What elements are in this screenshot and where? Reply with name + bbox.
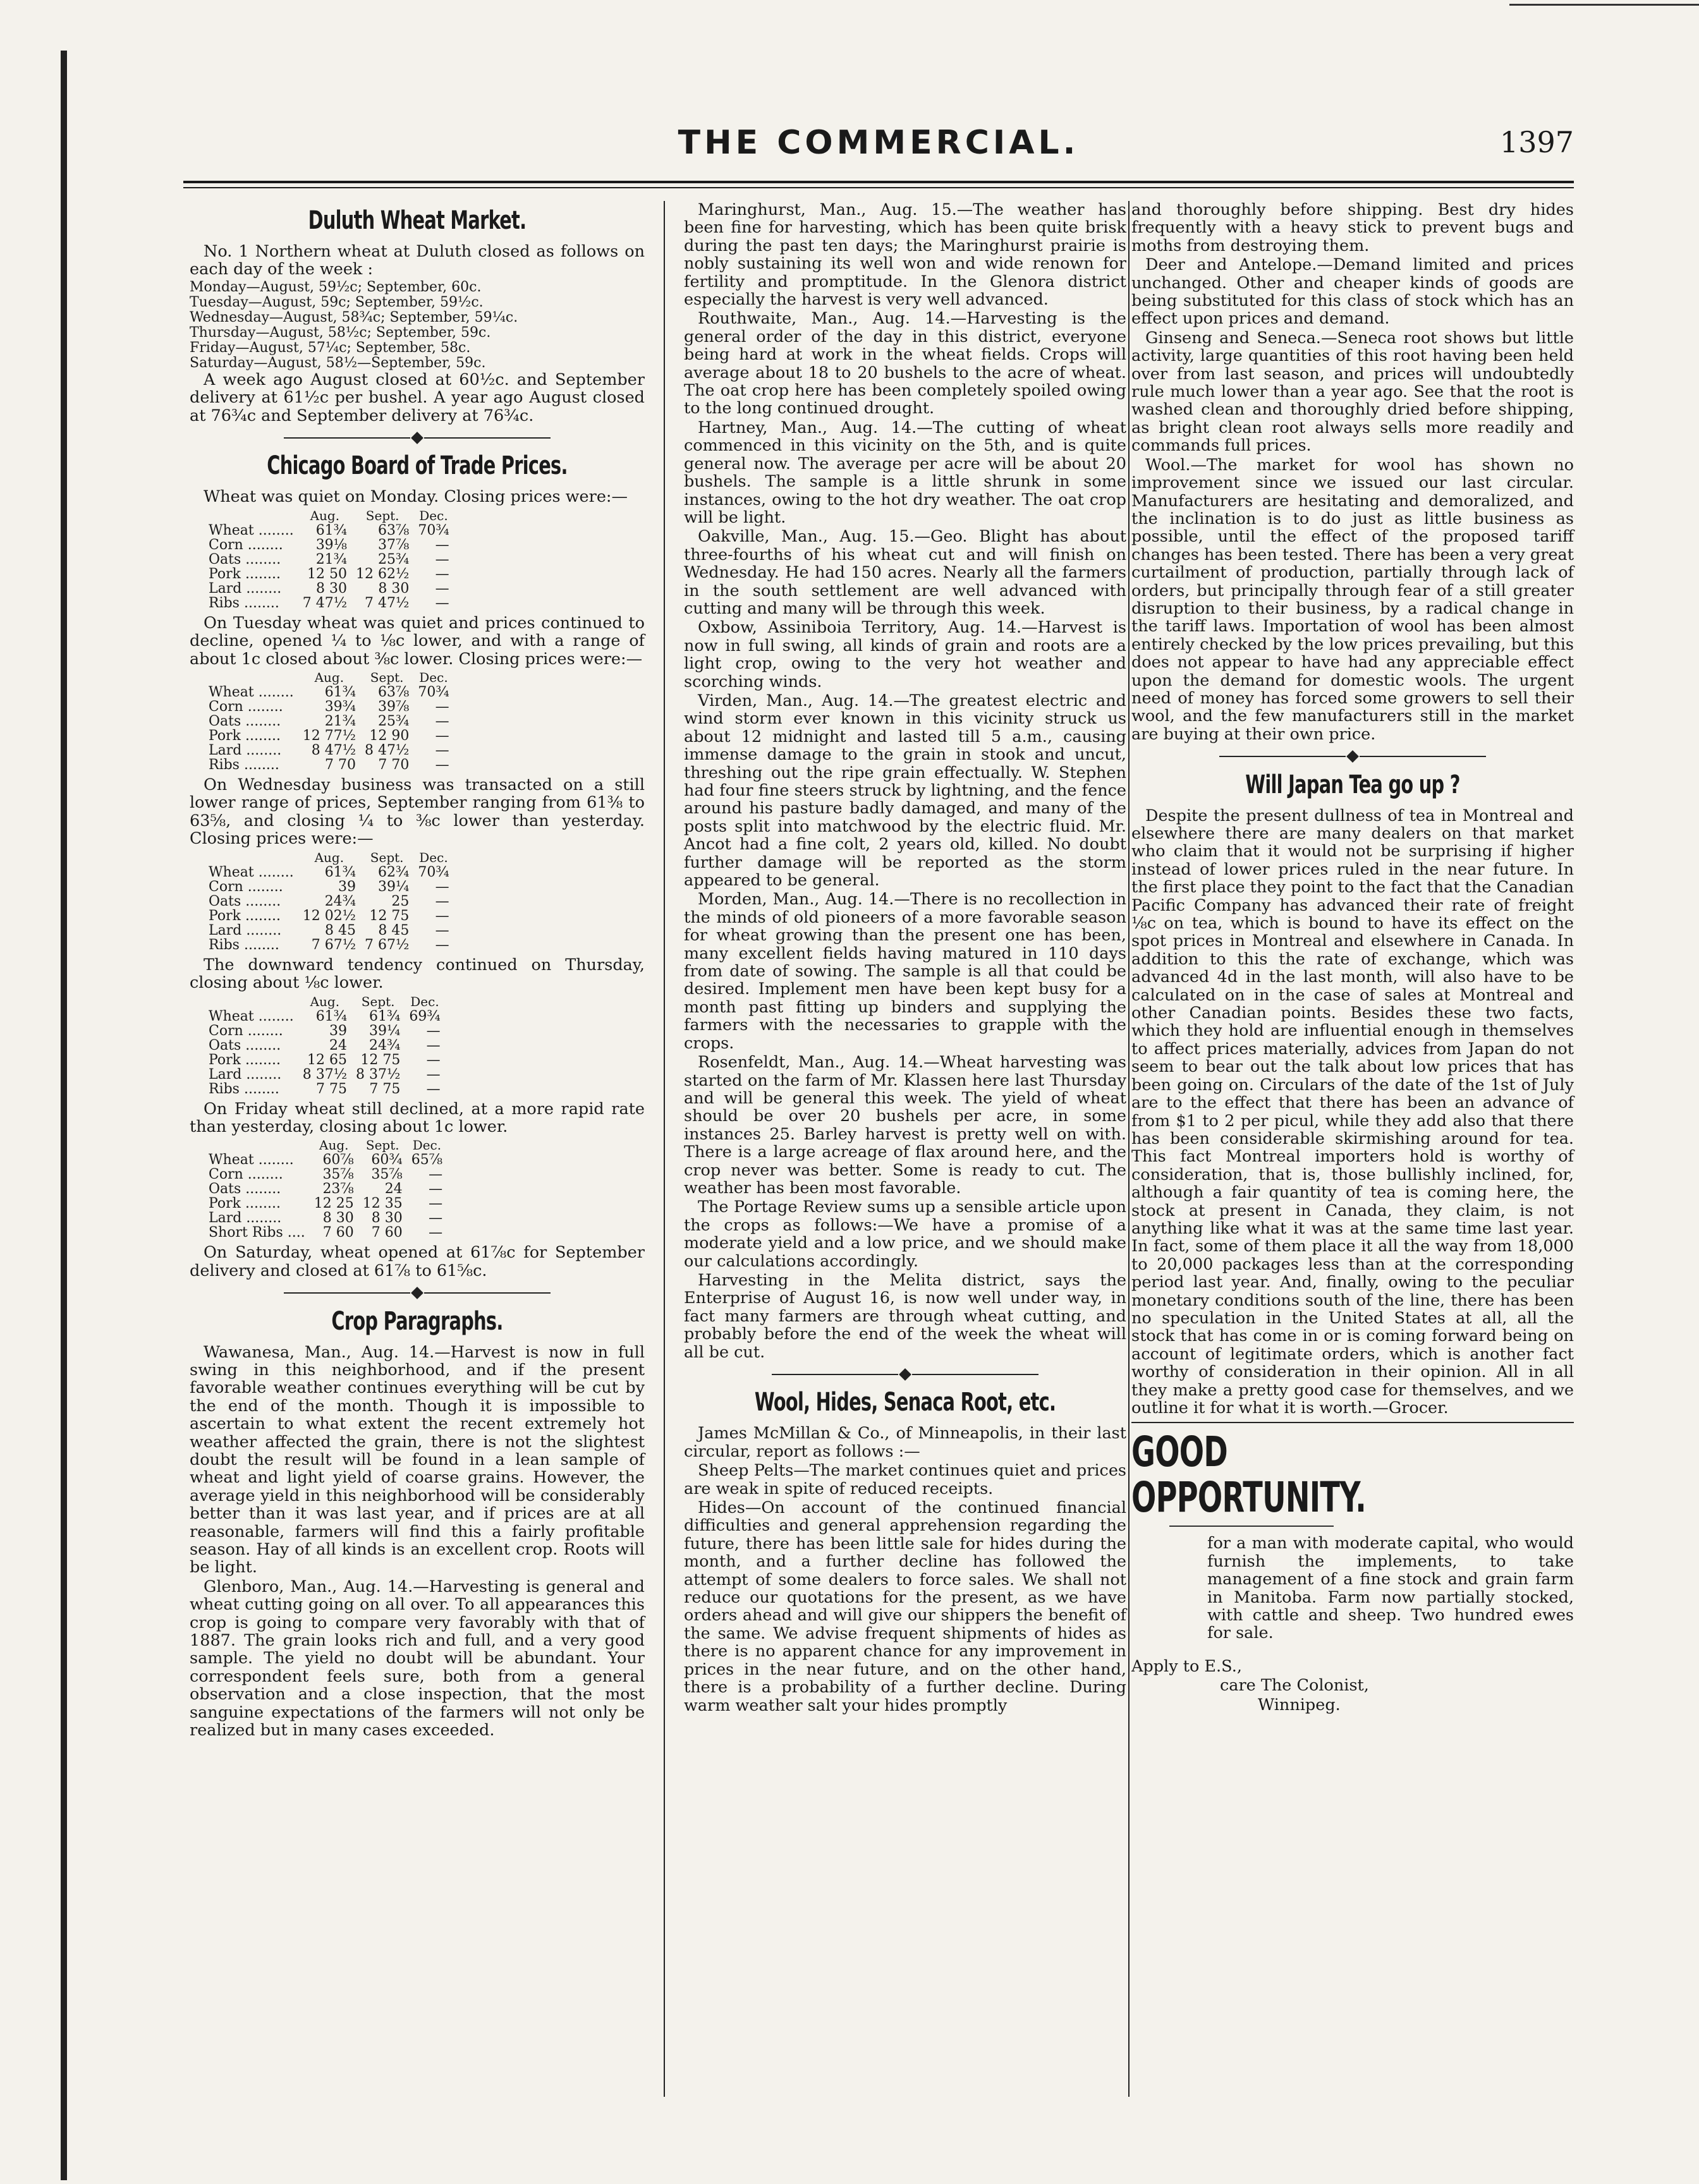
price-cell: 63⅞: [378, 684, 410, 701]
price-cell: 7 70: [325, 757, 356, 774]
price-row: [209, 1009, 449, 1024]
price-cell: 8 30: [316, 580, 348, 597]
newspaper-title: THE COMMERCIAL.: [678, 124, 1080, 162]
price-column-header: Aug.: [319, 1138, 349, 1153]
commodity-label: Wheat ........: [209, 1152, 294, 1168]
duluth-day: Monday—August, 59½c; September, 60c.: [190, 279, 482, 295]
masthead: [183, 124, 1574, 162]
commodity-label: Ribs ........: [209, 1081, 279, 1097]
price-table-wednesday: [209, 851, 458, 952]
price-column-header: Dec.: [412, 1138, 442, 1153]
wool-paragraph: Wool.—The market for wool has shown no improvement since we issued our last circular. Manufacturers are hesitating and demoralized, and the inclination is to do just as little business as possible, until the effect of the proposed tariff changes has been tested. There has been a very great curtailment of production, partially through lack of orders, but principally through fear of a still greater disruption to their business, by a radical change in the tariff laws. Importation of wool has been almost entirely checked by the low prices prevailing, but this does not appear to have had any appreciable effect upon the demand for domestic wools. The urgent need of money has forced some growers to sell their wool, and the few manufacturers still in the market are buying at their own price.: [1131, 455, 1574, 744]
price-column-header: Dec.: [410, 993, 439, 1009]
price-row: [209, 880, 458, 894]
chicago-friday-text: On Friday wheat still declined, at a more rapid rate than yesterday, closing about 1c lower.: [190, 1099, 645, 1136]
price-cell: 25: [391, 893, 410, 909]
price-column-header: Dec.: [419, 670, 448, 686]
price-cell: 7 47½: [365, 595, 410, 611]
price-cell: 25¾: [378, 551, 410, 567]
separator: [1131, 747, 1574, 765]
duluth-heading: Duluth Wheat Market.: [308, 206, 527, 235]
price-cell: —: [435, 893, 449, 909]
price-cell: —: [435, 757, 449, 774]
commodity-label: Oats ........: [209, 551, 281, 567]
commodity-label: Pork ........: [209, 907, 281, 924]
price-row: [209, 523, 458, 538]
crop-paragraph: The Portage Review sums up a sensible article upon the crops as follows:—We have a promise of a moderate yield and a low price, and we should make our calculations accordingly.: [684, 1198, 1126, 1271]
price-cell: 12 02½: [302, 907, 356, 924]
commodity-label: Lard ........: [209, 580, 282, 597]
commodity-label: Wheat ........: [209, 1008, 294, 1024]
commodity-label: Wheat ........: [209, 684, 294, 701]
price-table-thursday: [209, 995, 449, 1096]
price-row: [209, 1067, 449, 1082]
price-row: [209, 700, 458, 714]
price-cell: 35⅞: [322, 1167, 354, 1183]
price-column-header: Sept.: [370, 849, 404, 865]
price-cell: 12 35: [362, 1196, 403, 1212]
commodity-label: Lard ........: [209, 1066, 282, 1083]
price-row: [209, 1225, 451, 1240]
price-cell: —: [426, 1037, 441, 1053]
price-cell: 60¾: [371, 1152, 403, 1168]
ad-care-of: care The Colonist,: [1220, 1676, 1369, 1696]
price-cell: —: [435, 551, 449, 567]
chicago-thursday-text: The downward tendency continued on Thursday, closing about ⅛c lower.: [190, 955, 645, 993]
price-cell: 39: [329, 1022, 348, 1039]
commodity-label: Oats ........: [209, 1037, 281, 1053]
duluth-day-list: [190, 280, 645, 371]
duluth-day: Saturday—August, 58½—September, 59c.: [190, 355, 486, 371]
price-cell: 7 75: [316, 1081, 348, 1097]
price-cell: 8 47½: [311, 743, 356, 759]
price-table-tuesday: [209, 670, 458, 772]
price-cell: 21¾: [324, 713, 356, 730]
price-row: [209, 743, 458, 758]
price-cell: 7 67½: [311, 937, 356, 953]
masthead-rule-thin: [183, 187, 1574, 188]
price-cell: —: [435, 728, 449, 744]
price-cell: 12 75: [360, 1052, 401, 1068]
price-cell: 12 65: [307, 1052, 348, 1068]
corner-rule: [1509, 4, 1699, 6]
price-cell: —: [435, 566, 449, 582]
duluth-day: Tuesday—August, 59c; September, 59½c.: [190, 294, 484, 310]
duluth-day: Thursday—August, 58½c; September, 59c.: [190, 324, 491, 341]
wool-paragraph: Sheep Pelts—The market continues quiet and prices are weak in spite of reduced receipts.: [684, 1461, 1126, 1498]
price-row: [209, 758, 458, 772]
price-cell: —: [426, 1066, 441, 1083]
price-row: [209, 714, 458, 729]
price-table-friday: [209, 1138, 451, 1240]
price-row: [209, 1167, 451, 1182]
price-cell: 8 45: [325, 922, 356, 938]
price-column-header: Aug.: [310, 507, 340, 523]
commodity-label: Pork ........: [209, 1052, 281, 1068]
crop-paragraph: Maringhurst, Man., Aug. 15.—The weather has been fine for harvesting, which has been quite brisk during the past ten days; the Maringhurst prairie is nobly sustaining its well won and wide renown for fertility and promptitude. In the Glenora district especially the harvest is very well advanced.: [684, 200, 1126, 310]
commodity-label: Pork ........: [209, 566, 281, 582]
commodity-label: Ribs ........: [209, 937, 279, 953]
price-column-header: Aug.: [310, 993, 340, 1009]
crop-paragraph: Wawanesa, Man., Aug. 14.—Harvest is now in full swing in this neighborhood, and if the present favorable weather continues everything will be cut by the end of the month. Though it is impossible to ascertain to what extent the recent extremely hot weather affected the grain, there is not the slightest doubt the result will be found in a lean sample of wheat and light yield of coarse grains. However, the average yield in this neighborhood will be considerably better than it was last year, and if prices are at all reasonable, farmers will find this a fairly profitable season. Hay of all kinds is an excellent crop. Roots will be light.: [190, 1342, 645, 1577]
price-cell: 8 30: [371, 1210, 403, 1227]
chicago-heading: Chicago Board of Trade Prices.: [267, 451, 568, 481]
price-cell: 70¾: [418, 522, 449, 538]
price-cell: 60⅞: [322, 1152, 354, 1168]
price-cell: 39¼: [378, 878, 410, 895]
price-cell: 39¼: [369, 1022, 401, 1039]
price-column-header: Aug.: [314, 849, 344, 865]
price-cell: 8 37½: [302, 1066, 348, 1083]
masthead-rule-thick: [183, 181, 1574, 183]
price-cell: —: [435, 878, 449, 895]
price-cell: 61¾: [315, 1008, 348, 1024]
wool-paragraph: James McMillan & Co., of Minneapolis, in their last circular, report as follows :—: [684, 1424, 1126, 1461]
ad-underline: [1169, 1526, 1334, 1527]
chicago-wednesday-text: On Wednesday business was transacted on a still lower range of prices, September ranging from 61⅜ to 63⅝, and closing ¼ to ⅜c lower than yesterday. Closing prices were:—: [190, 775, 645, 849]
price-cell: 24¾: [369, 1037, 401, 1053]
price-row: [209, 567, 458, 581]
crop-paragraph: Rosenfeldt, Man., Aug. 14.—Wheat harvesting was started on the farm of Mr. Klassen here last Thursday and will be general this week. The yield of wheat should be over 20 bushels per acre, in some instances 25. Barley harvest is pretty well on with. There is a large acreage of flax around here, and the crop never was better. Some is ready to cut. The weather has been most favorable.: [684, 1053, 1126, 1198]
price-cell: 61¾: [315, 522, 348, 538]
commodity-label: Wheat ........: [209, 522, 294, 538]
price-cell: —: [429, 1167, 443, 1183]
price-cell: 70¾: [418, 684, 449, 701]
price-cell: 7 70: [378, 757, 410, 774]
separator: [190, 428, 645, 446]
commodity-label: Lard ........: [209, 922, 282, 938]
price-row: [209, 1153, 451, 1167]
price-cell: 7 60: [322, 1225, 354, 1241]
crop-paragraph: Routhwaite, Man., Aug. 14.—Harvesting is the general order of the day in this district, everyone being hard at work in the wheat fields. Crops will average about 18 to 20 bushels to the acre of wheat. The oat crop here has been completely spoiled owing to the long continued drought.: [684, 309, 1126, 418]
wool-paragraph: Deer and Antelope.—Demand limited and prices unchanged. Other and cheaper kinds of goods are being substituted for this class of stock which has an effect upon prices and demand.: [1131, 255, 1574, 329]
price-column-header: Sept.: [365, 1138, 399, 1153]
price-cell: 21¾: [315, 551, 348, 567]
ad-text: for a man with moderate capital, who would furnish the implements, to take management of a fine stock and grain farm in Manitoba. Farm now partially stocked, with cattle and sheep. Two hundred ewes for sale.: [1207, 1534, 1574, 1643]
price-row: [209, 729, 458, 743]
commodity-label: Corn ........: [209, 699, 283, 715]
price-cell: 39¾: [324, 699, 356, 715]
price-cell: 8 37½: [356, 1066, 401, 1083]
price-row: [209, 685, 458, 700]
ad-apply: Apply to E.S.,: [1131, 1656, 1242, 1676]
japan-tea-paragraph: Despite the present dullness of tea in Montreal and elsewhere there are many dealers on that market who claim that it would not be surprising if higher instead of lower prices ruled in the near future. In the first place they point to the fact that the Canadian Pacific Company has advanced their rate of freight ⅛c on tea, which is bound to have its effect on the spot prices in Montreal and elsewhere in Canada. In addition to this the rate of exchange, which was advanced 4d in the last month, will also have to be calculated on in the case of sales at Montreal and other Canadian points. Besides these two facts, which they hold are influential enough in themselves to affect prices materially, advices from Japan do not seem to bear out the talk about low prices that has been going on. Circulars of the date of the 1st of July are to the effect that there has been an advance of from $1 to 2 per picul, while they add also that there has been considerable skirmishing around for tea. This fact Montreal importers hold is worthy of consideration, that is, those bullishly inclined, for, although a fair quantity of tea is coming here, the stock at present in Canada, they claim, is not anything like what it was at the same time last year. In fact, some of them place it all the way from 18,000 to 20,000 packages less than at the corresponding period last year. And, finally, owing to the peculiar monetary conditions south of the line, there has been no speculation in the United States at all, all the stock that has come in or is coming forward being on account of legitimate orders, which is another fact worthy of consideration in their opinion. All in all they make a pretty good case for themselves, and we outline it for what it is worth.—Grocer.: [1131, 806, 1574, 1417]
price-row: [209, 894, 458, 909]
ad-rule: [1131, 1422, 1574, 1423]
price-row: [209, 909, 458, 923]
price-table-monday: [209, 509, 458, 610]
price-cell: 7 75: [369, 1081, 401, 1097]
commodity-label: Lard ........: [209, 743, 282, 759]
commodity-label: Lard ........: [209, 1210, 282, 1227]
price-cell: 12 75: [369, 907, 410, 924]
column-3: [1131, 201, 1574, 1715]
page-number: 1397: [1499, 125, 1574, 159]
price-cell: 63⅞: [378, 522, 410, 538]
page-edge-shadow: [61, 51, 67, 2180]
price-row: [209, 1082, 449, 1096]
price-cell: —: [429, 1181, 443, 1198]
price-cell: 7 60: [371, 1225, 403, 1241]
price-cell: —: [435, 537, 449, 553]
chicago-saturday-text: On Saturday, wheat opened at 61⅞c for September delivery and closed at 61⅞ to 61⅝c.: [190, 1243, 645, 1280]
price-cell: 24: [384, 1181, 403, 1198]
commodity-label: Corn ........: [209, 537, 283, 553]
column-divider-1: [664, 201, 665, 2097]
commodity-label: Ribs ........: [209, 595, 279, 611]
price-row: [209, 1211, 451, 1225]
price-cell: —: [426, 1022, 441, 1039]
price-row: [209, 1196, 451, 1211]
price-cell: 70¾: [418, 864, 449, 880]
crop-heading: Crop Paragraphs.: [331, 1306, 503, 1336]
column-divider-2: [1128, 201, 1130, 2097]
price-cell: 61¾: [324, 684, 356, 701]
price-cell: —: [435, 713, 449, 730]
price-row: [209, 923, 458, 938]
price-cell: —: [435, 595, 449, 611]
duluth-day: Wednesday—August, 58¾c; September, 59¼c.: [190, 309, 518, 325]
price-cell: —: [429, 1196, 443, 1212]
price-cell: —: [435, 907, 449, 924]
price-column-header: Aug.: [314, 670, 344, 686]
japan-tea-heading: Will Japan Tea go up ?: [1245, 770, 1460, 799]
price-row: [209, 1024, 449, 1038]
price-cell: 12 77½: [302, 728, 356, 744]
commodity-label: Oats ........: [209, 1181, 281, 1198]
price-cell: 61¾: [369, 1008, 401, 1024]
separator: [684, 1365, 1126, 1383]
commodity-label: Oats ........: [209, 893, 281, 909]
commodity-label: Short Ribs ....: [209, 1225, 305, 1241]
wool-heading: Wool, Hides, Senaca Root, etc.: [754, 1388, 1056, 1417]
price-cell: 8 45: [378, 922, 410, 938]
price-row: [209, 538, 458, 552]
crop-paragraph: Hartney, Man., Aug. 14.—The cutting of wheat commenced in this vicinity on the 5th, and is quite general now. The average per acre will be about 20 bushels. The sample is a little shrunk in some instances, owing to the hot dry weather. The oat crop will be light.: [684, 418, 1126, 527]
price-cell: 8 30: [378, 580, 410, 597]
price-column-header: Sept.: [370, 670, 404, 686]
price-cell: —: [435, 743, 449, 759]
price-cell: 24¾: [324, 893, 356, 909]
price-table-header: [209, 851, 458, 865]
price-cell: 24: [329, 1037, 348, 1053]
crop-paragraph: Morden, Man., Aug. 14.—There is no recollection in the minds of old pioneers of a more favorable season for wheat growing than the present one has been, many excellent fields having matured in 110 days from date of sowing. The sample is all that could be desired. Implement men have been kept busy for a month past fitting up binders and supplying the farmers with the necessaries to grapple with the crops.: [684, 890, 1126, 1053]
price-row: [209, 581, 458, 596]
price-column-header: Dec.: [419, 849, 448, 865]
price-cell: 12 90: [369, 728, 410, 744]
commodity-label: Corn ........: [209, 878, 283, 895]
price-cell: —: [429, 1225, 443, 1241]
price-cell: —: [429, 1210, 443, 1227]
crop-paragraph: Oakville, Man., Aug. 15.—Geo. Blight has about three-fourths of his wheat cut and will finish on Wednesday. He had 150 acres. Nearly all the farmers in the south settlement are well advanced with cutting and many will be through this week.: [684, 527, 1126, 618]
price-cell: —: [426, 1052, 441, 1068]
price-cell: 12 62½: [356, 566, 410, 582]
price-cell: 35⅞: [371, 1167, 403, 1183]
price-cell: 12 25: [314, 1196, 354, 1212]
price-cell: 62¾: [378, 864, 410, 880]
wool-paragraph: Hides—On account of the continued financial difficulties and general apprehension regarding the future, there has been little sale for hides during the month, and a further decline has followed the attempt of some dealers to force sales. We shall not reduce our quotations for the present, as we have orders ahead and will give our shippers the benefit of the same. We advise frequent shipments of hides as there is no apparent chance for any improvement in prices in the near future, and on the other hand, there is a probability of a further decline. During warm weather salt your hides promptly: [684, 1498, 1126, 1715]
price-cell: —: [435, 937, 449, 953]
price-table-header: [209, 1138, 451, 1153]
duluth-summary: A week ago August closed at 60½c. and September delivery at 61½c per bushel. A year ago August closed at 76¾c and September delivery at 76¾c.: [190, 370, 645, 425]
commodity-label: Oats ........: [209, 713, 281, 730]
price-cell: 23⅞: [322, 1181, 354, 1198]
ad-city: Winnipeg.: [1258, 1695, 1341, 1714]
column-1: [190, 201, 645, 1740]
price-cell: 12 50: [307, 566, 348, 582]
price-cell: 7 67½: [365, 937, 410, 953]
price-table-header: [209, 670, 458, 685]
price-cell: 69¾: [409, 1008, 441, 1024]
price-cell: —: [426, 1081, 441, 1097]
price-table-header: [209, 509, 458, 523]
ad-heading: GOOD OPPORTUNITY.: [1131, 1428, 1367, 1522]
price-row: [209, 552, 458, 567]
price-row: [209, 865, 458, 880]
price-cell: 39⅞: [378, 699, 410, 715]
price-column-header: Sept.: [361, 993, 395, 1009]
price-cell: 39: [338, 878, 356, 895]
price-cell: —: [435, 580, 449, 597]
commodity-label: Wheat ........: [209, 864, 294, 880]
commodity-label: Corn ........: [209, 1022, 283, 1039]
price-table-header: [209, 995, 449, 1009]
crop-paragraph: Glenboro, Man., Aug. 14.—Harvesting is general and wheat cutting going on all over. To all appearances this crop is going to compare very favorably with that of 1887. The grain looks rich and full, and a very good sample. The yield no doubt will be abundant. Your correspondent feels sure, both from a general observation and a close inspection, that the most sanguine expectations of the farmers will not only be realized but in many cases exceeded.: [190, 1577, 645, 1740]
commodity-label: Pork ........: [209, 728, 281, 744]
price-cell: 7 47½: [302, 595, 348, 611]
price-cell: 37⅞: [378, 537, 410, 553]
crop-paragraph: Virden, Man., Aug. 14.—The greatest electric and wind storm ever known in this vicinity struck us about 12 midnight and lasted till 5 a.m., causing immense damage to the grain in stook and uncut, threshing out the ripe grain effectually. W. Stephen had four fine steers struck by lightning, and the fence around his pasture badly damaged, and many of the posts split into matchwood by the electric fluid. Mr. Ancot had a fine colt, 2 years old, killed. No doubt further damage will be reported as the storm appeared to be general.: [684, 691, 1126, 890]
price-cell: 39⅛: [315, 537, 348, 553]
price-column-header: Dec.: [419, 507, 448, 523]
price-row: [209, 596, 458, 610]
price-cell: 8 30: [322, 1210, 354, 1227]
price-cell: 25¾: [378, 713, 410, 730]
price-cell: 61¾: [324, 864, 356, 880]
price-row: [209, 938, 458, 952]
price-cell: —: [435, 699, 449, 715]
price-row: [209, 1182, 451, 1196]
price-row: [209, 1053, 449, 1067]
commodity-label: Pork ........: [209, 1196, 281, 1212]
crop-paragraph: Harvesting in the Melita district, says the Enterprise of August 16, is now well under way, in fact many farmers are through wheat cutting, and probably before the end of the week the wheat will all be cut.: [684, 1270, 1126, 1362]
crop-paragraph: Oxbow, Assiniboia Territory, Aug. 14.—Harvest is now in full swing, all kinds of grain and roots are a light crop, owing to the very hot weather and scorching winds.: [684, 618, 1126, 691]
commodity-label: Ribs ........: [209, 757, 279, 774]
duluth-day: Friday—August, 57¼c; September, 58c.: [190, 339, 471, 356]
price-cell: —: [435, 922, 449, 938]
price-cell: 65⅞: [411, 1152, 443, 1168]
price-column-header: Sept.: [365, 507, 399, 523]
commodity-label: Corn ........: [209, 1167, 283, 1183]
separator: [190, 1283, 645, 1301]
duluth-intro: No. 1 Northern wheat at Duluth closed as follows on each day of the week :: [190, 242, 645, 279]
chicago-monday-intro: Wheat was quiet on Monday. Closing prices were:—: [204, 487, 628, 507]
price-cell: 8 47½: [365, 743, 410, 759]
wool-paragraph: and thoroughly before shipping. Best dry hides frequently with a heavy stick to prevent bugs and moths from destroying them.: [1131, 200, 1574, 255]
chicago-tuesday-text: On Tuesday wheat was quiet and prices continued to decline, opened ¼ to ⅛c lower, and with a range of about 1c closed about ⅜c lower. Closing prices were:—: [190, 613, 645, 669]
wool-paragraph: Ginseng and Seneca.—Seneca root shows but little activity, large quantities of this root having been held over from last season, and prices will undoubtedly rule much lower than a year ago. See that the root is washed clean and thoroughly dried before shipping, as bright clean root always sells more readily and commands full prices.: [1131, 328, 1574, 456]
column-2: [684, 201, 1126, 1716]
price-row: [209, 1038, 449, 1053]
